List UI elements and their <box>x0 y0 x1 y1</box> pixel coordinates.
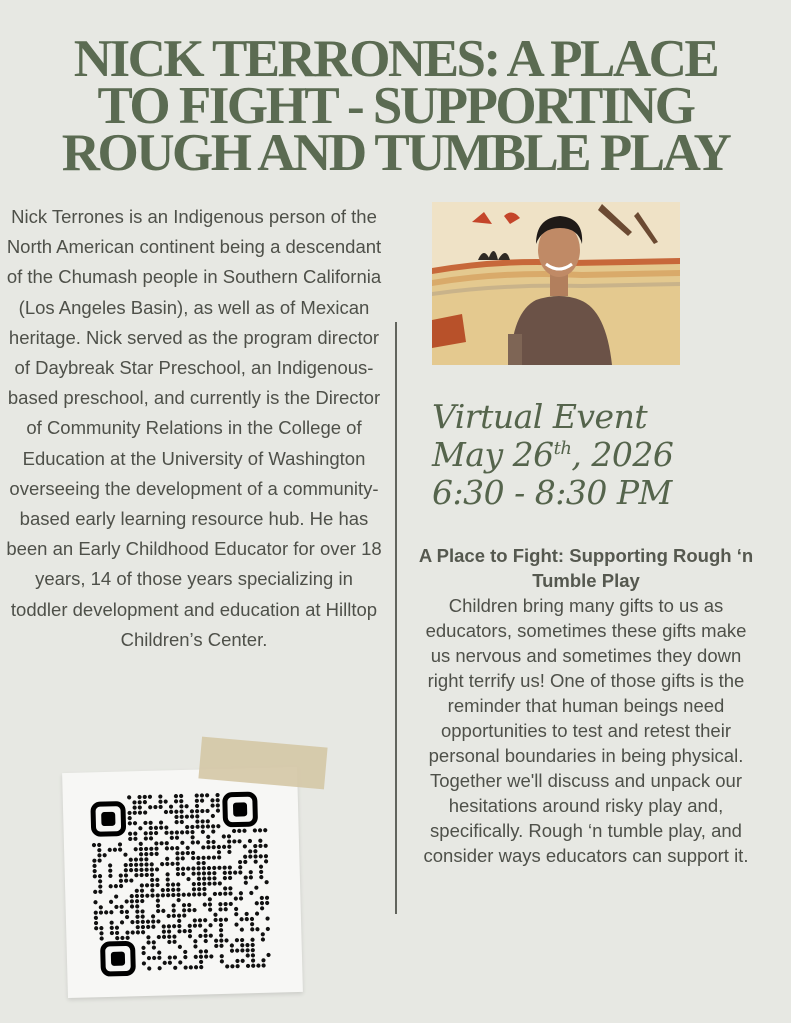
session-body: Children bring many gifts to us as educators, sometimes these gifts make us nervous and sometimes they down right terrify us! One of those gifts is the reminder that human beings need opportunities to test and retest their personal boundaries in being physical. Together we'll discuss and unpack our hesitations around risky play and, specifically. Rough ‘n tumble play, and consider ways educators can support it. <box>423 595 749 866</box>
speaker-photo <box>432 202 680 365</box>
page-title: NICK TERRONES: A PLACE TO FIGHT - SUPPORTING ROUGH AND TUMBLE PLAY <box>61 30 730 182</box>
session-description <box>416 543 756 868</box>
event-date-year: , 2026 <box>571 435 674 474</box>
event-date <box>432 436 772 474</box>
session-title: A Place to Fight: Supporting Rough ‘n Tumble Play <box>418 545 754 591</box>
event-date-ordinal: th <box>553 438 572 459</box>
speaker-bio: Nick Terrones is an Indigenous person of the North American continent being a descendant of the Chumash people in Southern California (Los Angeles Basin), as well as of Mexican heritage. Nick served as the program director of Daybreak Star Preschool, an Indigenous-based preschool, and currently is the Director of Community Relations in the College of Education at the University of Washington overseeing the development of a community-based early learning resource hub. He has been an Early Childhood Educator for over 18 years, 14 of those years specializing in toddler development and education at Hilltop Children’s Center. <box>6 206 382 650</box>
event-date-day: May 26 <box>432 435 554 474</box>
qr-code-icon[interactable] <box>74 777 289 992</box>
event-time: 6:30 - 8:30 PM <box>432 473 672 512</box>
event-info <box>432 398 772 512</box>
column-divider <box>395 322 397 914</box>
event-type: Virtual Event <box>432 397 648 436</box>
qr-card <box>62 767 303 998</box>
